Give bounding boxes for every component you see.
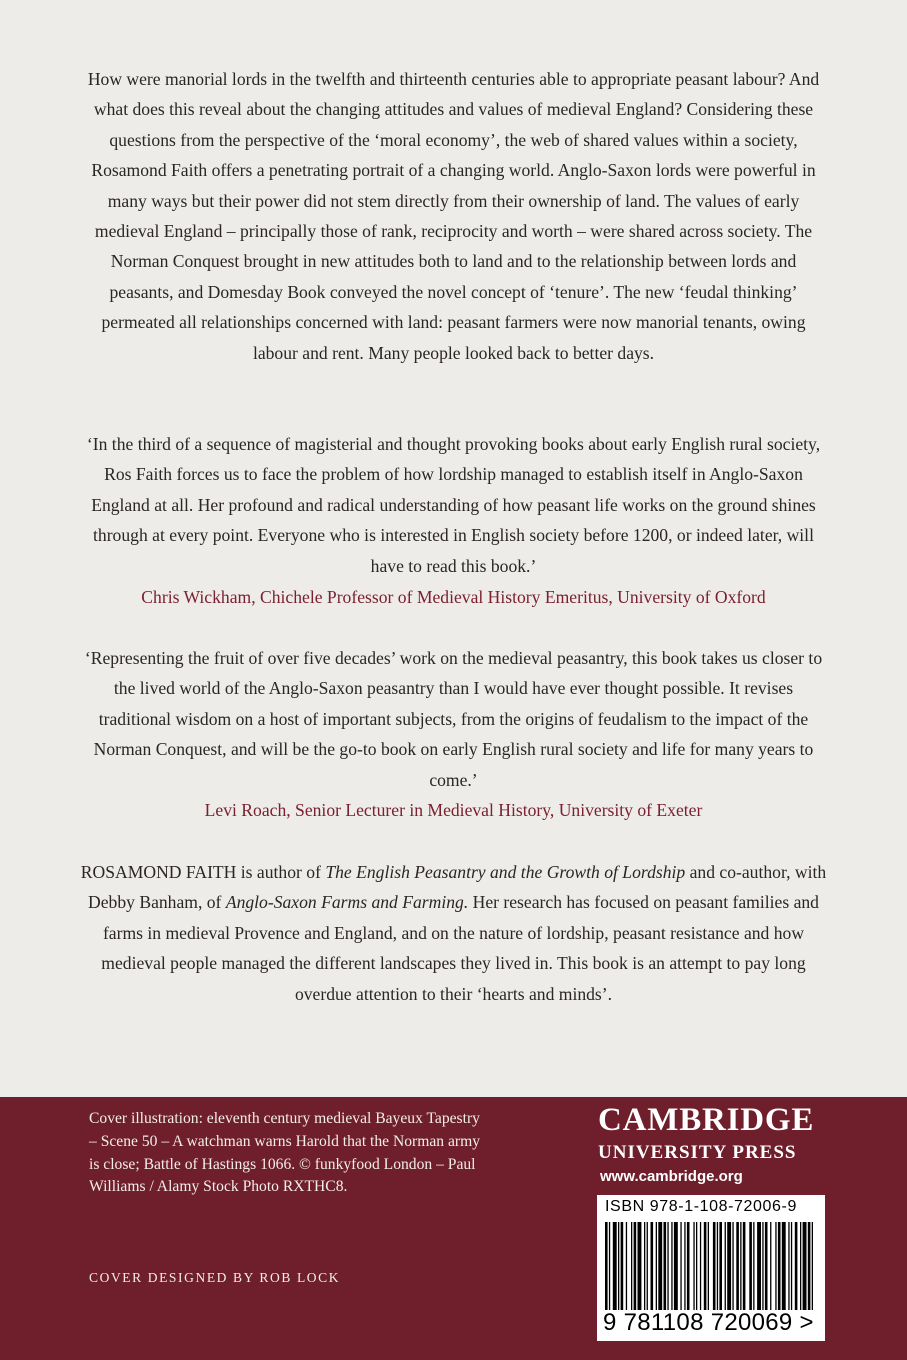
isbn-barcode xyxy=(597,1195,825,1341)
barcode-bar xyxy=(671,1222,672,1310)
publisher-logo-subtitle: UNIVERSITY PRESS xyxy=(598,1142,797,1163)
publisher-url: www.cambridge.org xyxy=(600,1168,743,1185)
author-name: ROSAMOND FAITH xyxy=(80,862,237,882)
barcode-bar xyxy=(684,1222,685,1310)
review-attribution-1: Chris Wickham, Chichele Professor of Medieval History Emeritus, University of Oxford xyxy=(141,587,766,607)
barcode-bar xyxy=(717,1222,718,1310)
barcode-bar xyxy=(791,1222,792,1310)
publisher-logo-name: CAMBRIDGE xyxy=(598,1102,815,1138)
barcode-bar xyxy=(708,1222,709,1310)
barcode-bar xyxy=(658,1222,662,1310)
cover-illustration-credit: Cover illustration: eleventh century medieval Bayeux Tapestry – Scene 50 – A watchman warns Harold that the Norman army is close; Battle of Hastings 1066. © funkyfood London – Paul Williams / Alamy Stock Photo RXTHC8. xyxy=(89,1110,481,1196)
barcode-bar xyxy=(647,1222,648,1310)
barcode-bar xyxy=(743,1222,746,1310)
barcode-bar xyxy=(749,1222,752,1310)
review-quote-2: ‘Representing the fruit of over five decades’ work on the medieval peasantry, this book takes us closer to the lived world of the Anglo-Saxon peasantry than I would have ever thought possible. It revises traditional wisdom on a host of important subjects, from the origins of feudalism to the impact of the Norman Conquest, and will be the go-to book on early English rural society and life for many years to come.’ xyxy=(84,648,823,790)
barcode-bar xyxy=(753,1222,754,1310)
barcode-bar xyxy=(644,1222,645,1310)
author-bio: ROSAMOND FAITH is author of The English Peasantry and the Growth of Lordship and co-author, with Debby Banham, of Anglo-Saxon Farms and Farming. Her research has focused on peasant families and farms in medieval Provence and England, and on the nature of lordship, peasant resistance and how medieval people managed the different landscapes they lived in. This book is an attempt to pay long overdue attention to their ‘hearts and minds’. xyxy=(80,862,827,1004)
barcode-bar xyxy=(667,1222,668,1310)
barcode-bar xyxy=(770,1222,771,1310)
barcode-bar xyxy=(788,1222,789,1310)
barcode-bar xyxy=(664,1222,667,1310)
barcode-bar xyxy=(696,1222,697,1310)
barcode-bar xyxy=(762,1222,763,1310)
barcode-bar xyxy=(725,1222,726,1310)
barcode-bar xyxy=(605,1222,608,1310)
barcode-bar xyxy=(778,1222,781,1310)
barcode-digits: 9 781108 720069 > xyxy=(603,1309,814,1336)
barcode-bar xyxy=(618,1222,619,1310)
barcode-icon xyxy=(605,1222,817,1310)
barcode-bar xyxy=(800,1222,801,1310)
barcode-bar xyxy=(700,1222,701,1310)
barcode-bar xyxy=(765,1222,768,1310)
barcode-bar xyxy=(609,1222,610,1310)
barcode-bar xyxy=(719,1222,722,1310)
barcode-bar xyxy=(736,1222,739,1310)
barcode-bar xyxy=(613,1222,617,1310)
barcode-bar xyxy=(795,1222,798,1310)
barcode-bar xyxy=(757,1222,761,1310)
book-title-2: Anglo-Saxon Farms and Farming. xyxy=(225,892,469,913)
barcode-bar xyxy=(704,1222,707,1310)
book-title-1: The English Peasantry and the Growth of Lordship xyxy=(325,862,686,882)
barcode-bar xyxy=(803,1222,807,1310)
barcode-bar xyxy=(634,1222,637,1310)
barcode-bar xyxy=(775,1222,776,1310)
review-quote-1: ‘In the third of a sequence of magisterial and thought provoking books about early English rural society, Ros Faith forces us to face the problem of how lordship managed to establish itself in Anglo-Saxon England at all. Her profound and radical understanding of how peasant life works on the ground shines through at every point. Everyone who is interested in English society before 1200, or indeed later, will have to read this book.’ xyxy=(86,434,821,576)
book-blurb: How were manorial lords in the twelfth and thirteenth centuries able to appropriate peasant labour? And what does this reveal about the changing attitudes and values of medieval England? Considering these questions from the perspective of the ‘moral economy’, the web of shared values within a society, Rosamond Faith offers a penetrating portrait of a changing world. Anglo-Saxon lords were powerful in many ways but their power did not stem directly from their ownership of land. The values of early medieval England – principally those of rank, reciprocity and worth – were shared across society. The Norman Conquest brought in new attitudes both to land and to the relationship between lords and peasants, and Domesday Book conveyed the novel concept of ‘tenure’. The new ‘feudal thinking’ permeated all relationships concerned with land: peasant farmers were now manorial tenants, owing labour and rent. Many people looked back to better days. xyxy=(87,69,820,363)
barcode-bar xyxy=(687,1222,690,1310)
barcode-bar xyxy=(621,1222,624,1310)
isbn-text: ISBN 978-1-108-72006-9 xyxy=(605,1198,797,1215)
barcode-bar xyxy=(732,1222,733,1310)
barcode-bar xyxy=(631,1222,632,1310)
barcode-bar xyxy=(713,1222,716,1310)
barcode-bar xyxy=(782,1222,786,1310)
barcode-bar xyxy=(693,1222,694,1310)
barcode-bar xyxy=(651,1222,654,1310)
barcode-bar xyxy=(626,1222,627,1310)
barcode-bar xyxy=(727,1222,731,1310)
barcode-bar xyxy=(808,1222,811,1310)
review-attribution-2: Levi Roach, Senior Lecturer in Medieval History, University of Exeter xyxy=(204,800,703,820)
barcode-bar xyxy=(656,1222,657,1310)
barcode-bar xyxy=(812,1222,813,1310)
barcode-bar xyxy=(680,1222,681,1310)
barcode-bar xyxy=(674,1222,678,1310)
barcode-bar xyxy=(740,1222,741,1310)
barcode-bar xyxy=(638,1222,642,1310)
cover-designer-credit: COVER DESIGNED BY ROB LOCK xyxy=(89,1270,341,1285)
